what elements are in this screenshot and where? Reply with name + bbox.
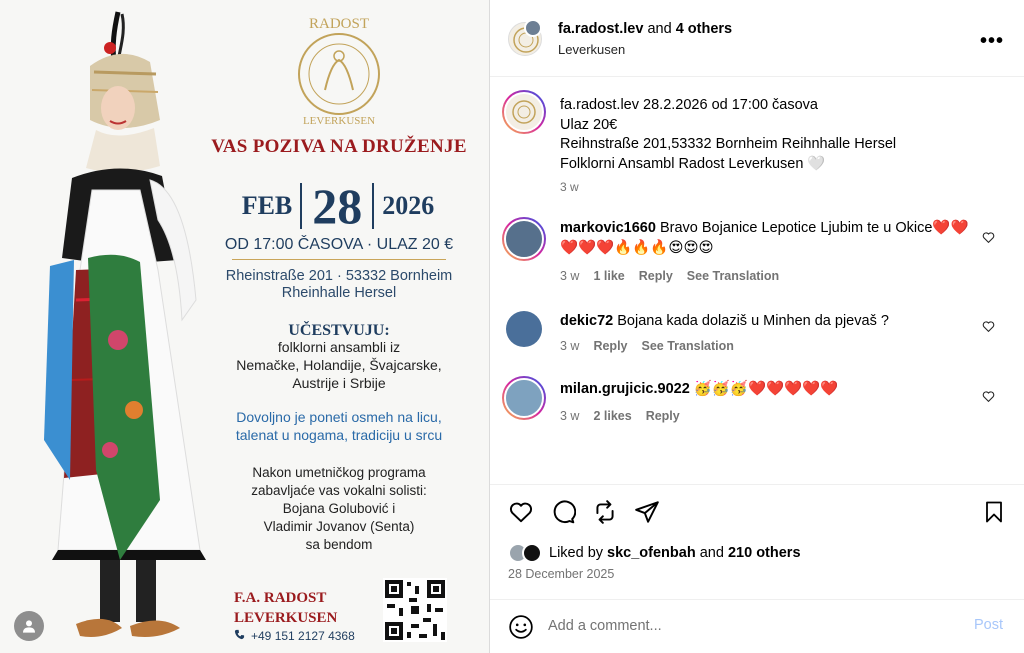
- participants-title: UČESTVUJU:: [288, 322, 390, 339]
- commenter-avatar[interactable]: [502, 217, 546, 261]
- venue-address: Rheinstraße 201 · 53332 Bornheim: [225, 268, 453, 284]
- and-text: and: [647, 21, 672, 37]
- post-header: [490, 0, 1024, 77]
- folk-dancer-figure: [10, 0, 230, 653]
- organizer-line: F.A. RADOST: [234, 590, 327, 606]
- more-options-button[interactable]: [980, 30, 1004, 53]
- tagged-users-button[interactable]: [14, 611, 44, 641]
- post-image[interactable]: [0, 0, 490, 653]
- liker-avatar: [522, 543, 542, 563]
- poster-divider: [232, 259, 446, 260]
- participants-text: [200, 338, 478, 392]
- date-day: 28: [300, 183, 374, 229]
- program-line: Vladimir Jovanov (Senta): [263, 519, 415, 534]
- comment-time[interactable]: 3 w: [560, 269, 580, 283]
- comment-meta: [560, 339, 734, 353]
- emoji-icon: [508, 614, 534, 640]
- program-text: [200, 464, 478, 554]
- caption-time[interactable]: 3 w: [560, 180, 579, 194]
- heart-icon: [982, 390, 995, 403]
- comment-likes[interactable]: 2 likes: [593, 409, 632, 423]
- organizer-line: LEVERKUSEN: [234, 610, 338, 626]
- save-button[interactable]: [982, 499, 1006, 530]
- reply-button[interactable]: Reply: [638, 269, 673, 283]
- caption-username-inline[interactable]: fa.radost.lev: [560, 97, 639, 113]
- program-line: sa bendom: [305, 537, 373, 552]
- caption-text: [560, 96, 990, 174]
- collaborators-link[interactable]: 4 others: [675, 21, 733, 37]
- poster-heading: VAS POZIVA NA DRUŽENJE: [211, 136, 467, 157]
- caption-avatar[interactable]: [502, 90, 546, 134]
- logo-top-text: RADOST: [308, 16, 370, 32]
- reply-button[interactable]: Reply: [645, 409, 680, 423]
- comment-body: 🥳🥳🥳❤️❤️❤️❤️❤️: [693, 381, 839, 397]
- comment-time[interactable]: 3 w: [560, 339, 580, 353]
- organizer-name: [234, 588, 337, 628]
- likes-summary: [549, 545, 801, 561]
- see-translation-button[interactable]: See Translation: [686, 269, 780, 283]
- program-line: zabavljaće vas vokalni solisti:: [251, 483, 427, 498]
- post-comment-button[interactable]: Post: [974, 617, 1004, 633]
- comment-username[interactable]: markovic1660: [560, 220, 656, 236]
- comment-likes[interactable]: 1 like: [593, 269, 625, 283]
- like-button[interactable]: [508, 499, 534, 530]
- like-comment-button[interactable]: [982, 390, 995, 408]
- program-line: Nakon umetničkog programa: [252, 465, 426, 480]
- emoji-button[interactable]: [508, 614, 534, 645]
- reply-button[interactable]: Reply: [593, 339, 628, 353]
- comment-button[interactable]: [550, 499, 576, 530]
- comment-username[interactable]: dekic72: [560, 313, 614, 329]
- comment-box: [490, 599, 1024, 653]
- liked-by-text: Liked by: [549, 545, 604, 561]
- share-button[interactable]: [634, 499, 660, 530]
- comment-body: Bravo Bojanice Lepotice Ljubim te u Okice❤️❤️❤️❤️❤️🔥🔥🔥😍😍😍: [560, 220, 969, 256]
- comment-text: [560, 311, 980, 331]
- post-actions: [490, 484, 1024, 653]
- date-month: FEB: [241, 191, 293, 220]
- organizer-phone: [234, 629, 355, 643]
- like-comment-button[interactable]: [982, 320, 995, 338]
- liker-username[interactable]: skc_ofenbah: [607, 545, 696, 561]
- comment-meta: [560, 409, 680, 423]
- repost-button[interactable]: [592, 499, 618, 530]
- comment-text: [560, 379, 980, 399]
- event-time-price: OD 17:00 ČASOVA · ULAZ 20 €: [224, 236, 454, 253]
- invite-text: [200, 408, 478, 444]
- invite-line: talenat u nogama, tradiciju u srcu: [235, 427, 443, 443]
- likes-and-text: and: [699, 545, 724, 561]
- radost-logo: [291, 14, 387, 130]
- author-line: [558, 21, 732, 37]
- caption-body: 28.2.2026 od 17:00 časova Ulaz 20€ Reihnstraße 201,53332 Bornheim Reihnhalle Hersel Folklorni Ansambl Radost Leverkusen 🤍: [560, 97, 897, 172]
- qr-code: [383, 578, 447, 642]
- repost-icon: [592, 499, 618, 525]
- likes-count[interactable]: 210 others: [727, 545, 801, 561]
- post-date[interactable]: 28 December 2025: [508, 567, 615, 581]
- invite-line: Dovoljno je poneti osmeh na licu,: [236, 409, 442, 425]
- comment-input[interactable]: [548, 614, 948, 638]
- participants-line: Austrije i Srbije: [292, 375, 386, 391]
- phone-number: +49 151 2127 4368: [251, 629, 355, 643]
- comment-item: [502, 215, 1012, 285]
- author-username[interactable]: fa.radost.lev: [558, 21, 644, 37]
- bookmark-icon: [982, 499, 1006, 525]
- comment-text: [560, 218, 980, 258]
- logo-bottom-text: LEVERKUSEN: [302, 115, 376, 127]
- send-icon: [634, 499, 660, 525]
- participants-line: folklorni ansambli iz: [277, 339, 401, 355]
- phone-icon: [234, 629, 245, 643]
- comment-item: [502, 308, 1012, 378]
- more-horizontal-icon: •••: [980, 30, 1005, 52]
- heart-icon: [982, 231, 995, 244]
- program-line: Bojana Golubović i: [282, 501, 396, 516]
- comment-body: Bojana kada dolaziš u Minhen da pjevaš ?: [617, 313, 889, 329]
- heart-icon: [982, 320, 995, 333]
- commenter-avatar[interactable]: [502, 376, 546, 420]
- event-date: [222, 180, 454, 232]
- user-icon: [21, 618, 37, 634]
- commenter-avatar[interactable]: [506, 311, 542, 347]
- participants-line: Nemačke, Holandije, Švajcarske,: [236, 357, 442, 373]
- see-translation-button[interactable]: See Translation: [641, 339, 734, 353]
- comment-item: [502, 376, 1012, 446]
- like-comment-button[interactable]: [982, 231, 995, 249]
- event-venue: [200, 268, 478, 302]
- comment-username[interactable]: milan.grujicic.9022: [560, 381, 690, 397]
- comment-time[interactable]: 3 w: [560, 409, 580, 423]
- coauthor-avatar[interactable]: [524, 19, 542, 37]
- comment-icon: [550, 499, 576, 525]
- post-panel: [490, 0, 1024, 653]
- liker-avatars[interactable]: [508, 543, 546, 565]
- comment-meta: [560, 269, 779, 283]
- venue-hall: Rheinhalle Hersel: [281, 285, 397, 301]
- date-year: 2026: [382, 191, 435, 220]
- post-location[interactable]: Leverkusen: [558, 42, 626, 57]
- heart-icon: [508, 499, 534, 525]
